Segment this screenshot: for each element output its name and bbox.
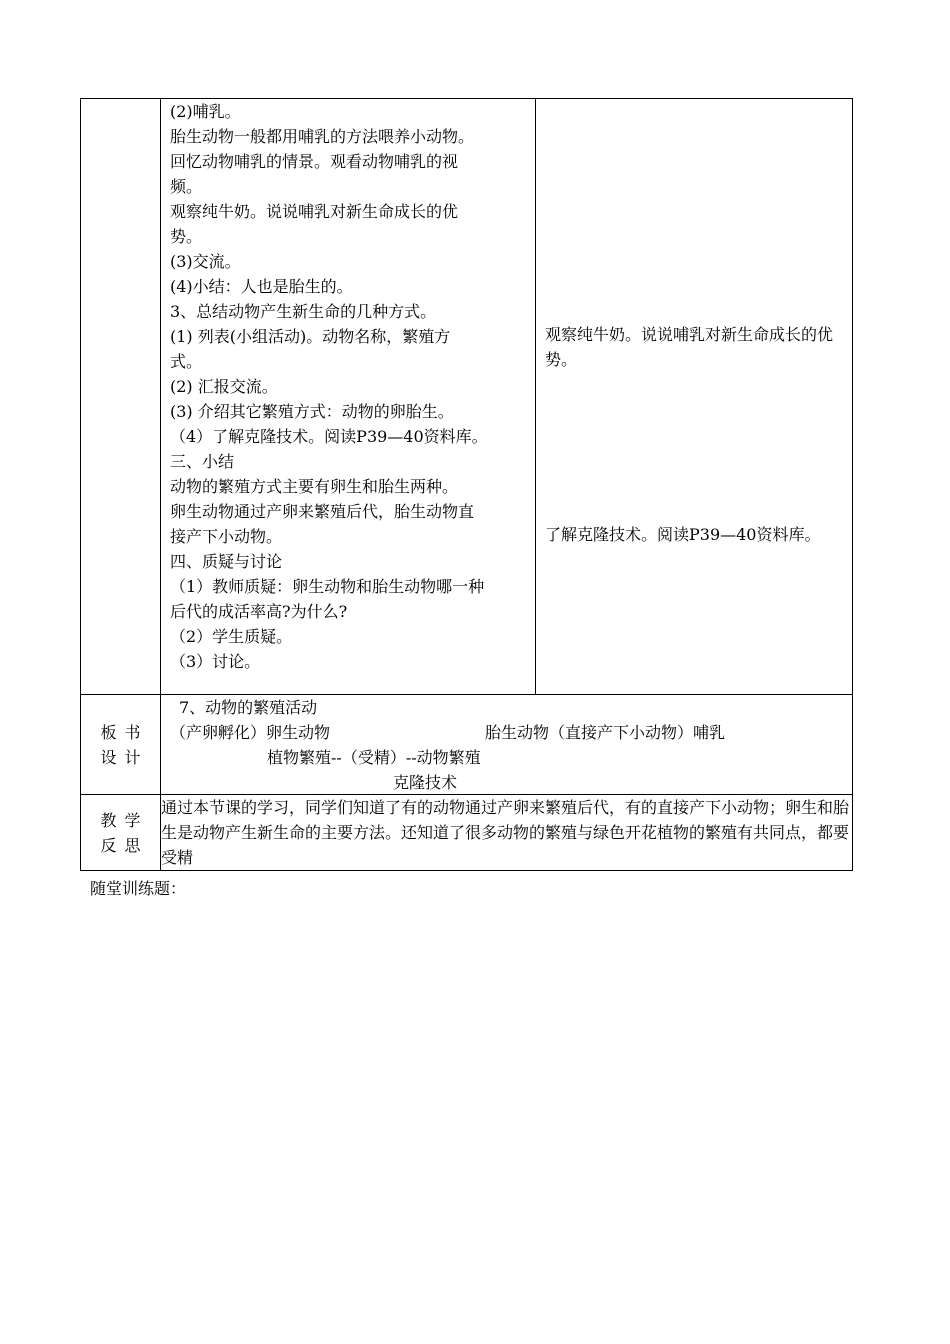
content-line: （2）学生质疑。 <box>170 627 293 646</box>
content-line: 势。 <box>170 227 203 246</box>
board-fertilization: 植物繁殖--（受精）--动物繁殖 <box>267 748 481 767</box>
content-line: 回忆动物哺乳的情景。观看动物哺乳的视 <box>170 152 459 171</box>
content-line: （3）讨论。 <box>170 652 261 671</box>
content-line: (4)小结：人也是胎生的。 <box>170 277 353 296</box>
content-line: 接产下小动物。 <box>170 527 283 546</box>
content-line: 卵生动物通过产卵来繁殖后代，胎生动物直 <box>170 502 475 521</box>
content-line: 观察纯牛奶。说说哺乳对新生命成长的优 <box>170 202 459 221</box>
lesson-plan-table <box>80 98 853 871</box>
practice-questions-heading: 随堂训练题： <box>90 879 187 898</box>
content-line: （4）了解克隆技术。阅读P39—40资料库。 <box>170 427 488 446</box>
content-line: 3、总结动物产生新生命的几种方式。 <box>170 302 437 321</box>
content-line: 四、质疑与讨论 <box>170 552 283 571</box>
reflection-row <box>81 795 853 871</box>
student-activity-cell <box>536 99 853 695</box>
board-viviparous: 胎生动物（直接产下小动物）哺乳 <box>485 723 726 742</box>
content-line: 式。 <box>170 352 203 371</box>
content-line: (2) 汇报交流。 <box>170 377 278 396</box>
content-line: 三、小结 <box>170 452 235 471</box>
content-line: (1) 列表(小组活动)。动物名称，繁殖方 <box>170 327 451 346</box>
board-title: 7、动物的繁殖活动 <box>179 698 318 717</box>
side-note-milk: 观察纯牛奶。说说哺乳对新生命成长的优势。 <box>545 325 834 369</box>
activity-row <box>81 99 853 695</box>
content-line: (3)交流。 <box>170 252 241 271</box>
board-design-label: 板书 设计 <box>81 695 161 795</box>
board-cloning: 克隆技术 <box>393 773 458 792</box>
content-line: 后代的成活率高?为什么? <box>170 602 348 621</box>
activity-content-cell <box>161 99 536 695</box>
reflection-text: 通过本节课的学习，同学们知道了有的动物通过产卵来繁殖后代，有的直接产下小动物；卵生和胎生是动物产生新生命的主要方法。还知道了很多动物的繁殖与绿色开花植物的繁殖有共同点，都要受精 <box>161 798 850 867</box>
content-line: 胎生动物一般都用哺乳的方法喂养小动物。 <box>170 127 475 146</box>
content-line: 频。 <box>170 177 203 196</box>
board-design-content <box>161 695 853 795</box>
reflection-content <box>161 795 853 871</box>
content-line: 动物的繁殖方式主要有卵生和胎生两种。 <box>170 477 459 496</box>
empty-label-cell <box>81 99 161 695</box>
content-line: (3) 介绍其它繁殖方式：动物的卵胎生。 <box>170 402 454 421</box>
content-line: (2)哺乳。 <box>170 102 241 121</box>
side-note-clone: 了解克隆技术。阅读P39—40资料库。 <box>545 525 821 544</box>
board-oviparous: （产卵孵化）卵生动物 <box>170 723 331 742</box>
reflection-label: 教学 反思 <box>81 795 161 871</box>
content-line: （1）教师质疑：卵生动物和胎生动物哪一种 <box>170 577 485 596</box>
board-design-row <box>81 695 853 795</box>
